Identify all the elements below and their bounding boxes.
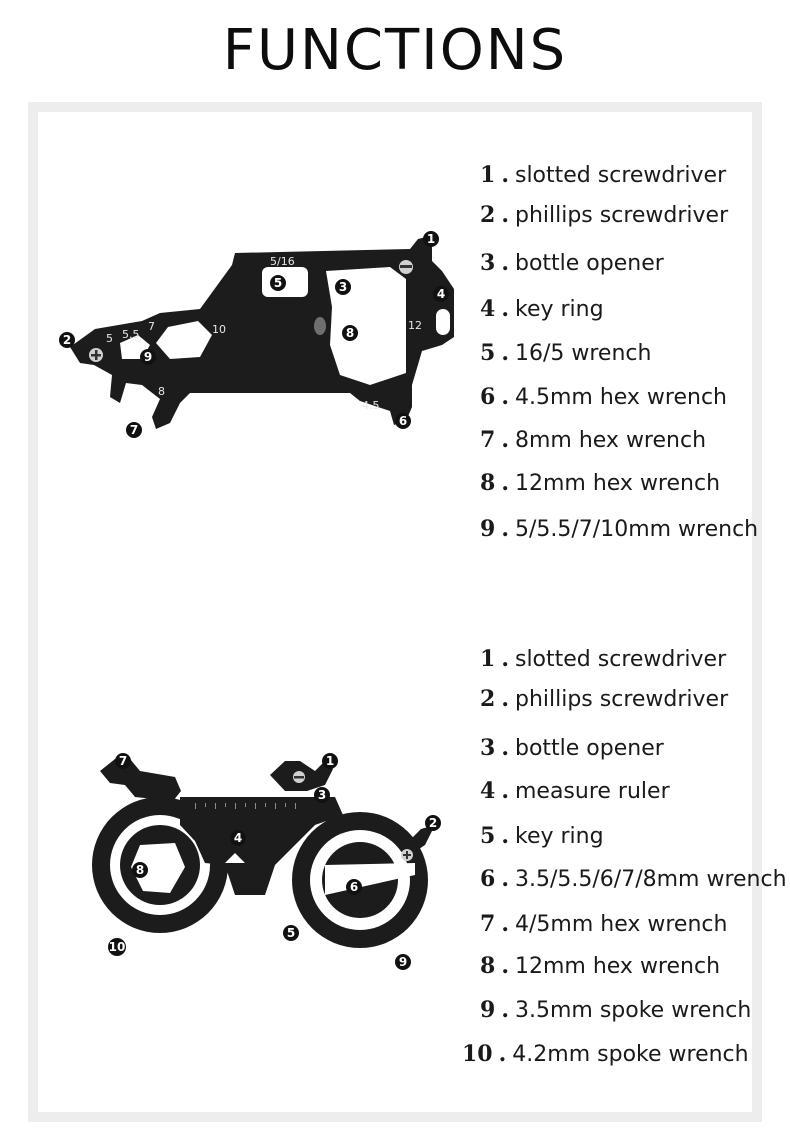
callout-7 [115, 753, 131, 769]
callout-8 [342, 325, 358, 341]
list-item: 4 . measure ruler [480, 778, 670, 804]
callout-6 [395, 413, 411, 429]
svg-text:10: 10 [108, 940, 126, 954]
callout-9 [140, 349, 156, 365]
callout-6 [346, 879, 362, 895]
list-item: 2 . phillips screwdriver [480, 686, 729, 712]
list-item: 1 . slotted screwdriver [480, 646, 727, 672]
callout-7 [126, 422, 142, 438]
callout-3 [314, 787, 330, 803]
callout-8 [132, 862, 148, 878]
list-item: 9 . 3.5mm spoke wrench [480, 997, 752, 1023]
list-item: 3 . bottle opener [480, 735, 664, 761]
svg-text:4: 4 [233, 831, 243, 845]
list-item: 10 . 4.2mm spoke wrench [462, 1041, 749, 1067]
mark-7: 7 [148, 320, 155, 333]
svg-text:9: 9 [398, 955, 408, 969]
svg-text:1: 1 [325, 754, 335, 768]
bike-multitool-image [85, 745, 460, 975]
svg-text:5: 5 [273, 276, 283, 290]
list-item: 6 . 4.5mm hex wrench [480, 384, 728, 410]
svg-text:4: 4 [436, 287, 446, 301]
list-item: 5 . 16/5 wrench [480, 340, 652, 366]
svg-text:2: 2 [62, 333, 72, 347]
svg-text:7: 7 [118, 754, 128, 768]
callout-4 [230, 830, 246, 846]
mark-12: 12 [408, 319, 422, 332]
callout-3 [335, 279, 351, 295]
svg-text:9: 9 [143, 350, 153, 364]
svg-text:2: 2 [428, 816, 438, 830]
list-item: 9 . 5/5.5/7/10mm wrench [480, 516, 759, 542]
callout-5 [270, 275, 286, 291]
svg-text:8: 8 [135, 863, 145, 877]
list-item: 7 . 8mm hex wrench [480, 427, 707, 453]
svg-text:5: 5 [286, 926, 296, 940]
svg-text:3: 3 [338, 280, 348, 294]
callout-2 [59, 332, 75, 348]
svg-text:1: 1 [426, 232, 436, 246]
mark-55: 5.5 [122, 328, 140, 341]
mark-5: 5 [106, 332, 113, 345]
callout-4 [433, 286, 449, 302]
svg-text:6: 6 [398, 414, 408, 428]
mark-10: 10 [212, 323, 226, 336]
mark-516: 5/16 [270, 255, 295, 268]
list-item: 5 . key ring [480, 823, 604, 849]
car-multitool-image [50, 225, 470, 450]
list-item: 4 . key ring [480, 296, 604, 322]
svg-text:7: 7 [129, 423, 139, 437]
svg-text:3: 3 [317, 788, 327, 802]
mark-45: 4.5 [362, 399, 380, 412]
list-item: 1 . slotted screwdriver [480, 162, 727, 188]
callout-1 [322, 753, 338, 769]
mark-8: 8 [158, 385, 165, 398]
list-item: 6 . 3.5/5.5/6/7/8mm wrench [480, 866, 787, 892]
list-item: 2 . phillips screwdriver [480, 202, 729, 228]
list-item: 8 . 12mm hex wrench [480, 953, 721, 979]
callout-10 [108, 938, 126, 956]
list-item: 3 . bottle opener [480, 250, 664, 276]
svg-text:6: 6 [349, 880, 359, 894]
callout-2 [425, 815, 441, 831]
callout-1 [423, 231, 439, 247]
list-item: 7 . 4/5mm hex wrench [480, 911, 728, 937]
page-title: FUNCTIONS [222, 18, 568, 83]
list-item: 8 . 12mm hex wrench [480, 470, 721, 496]
callout-5 [283, 925, 299, 941]
callout-9 [395, 954, 411, 970]
svg-text:8: 8 [345, 326, 355, 340]
